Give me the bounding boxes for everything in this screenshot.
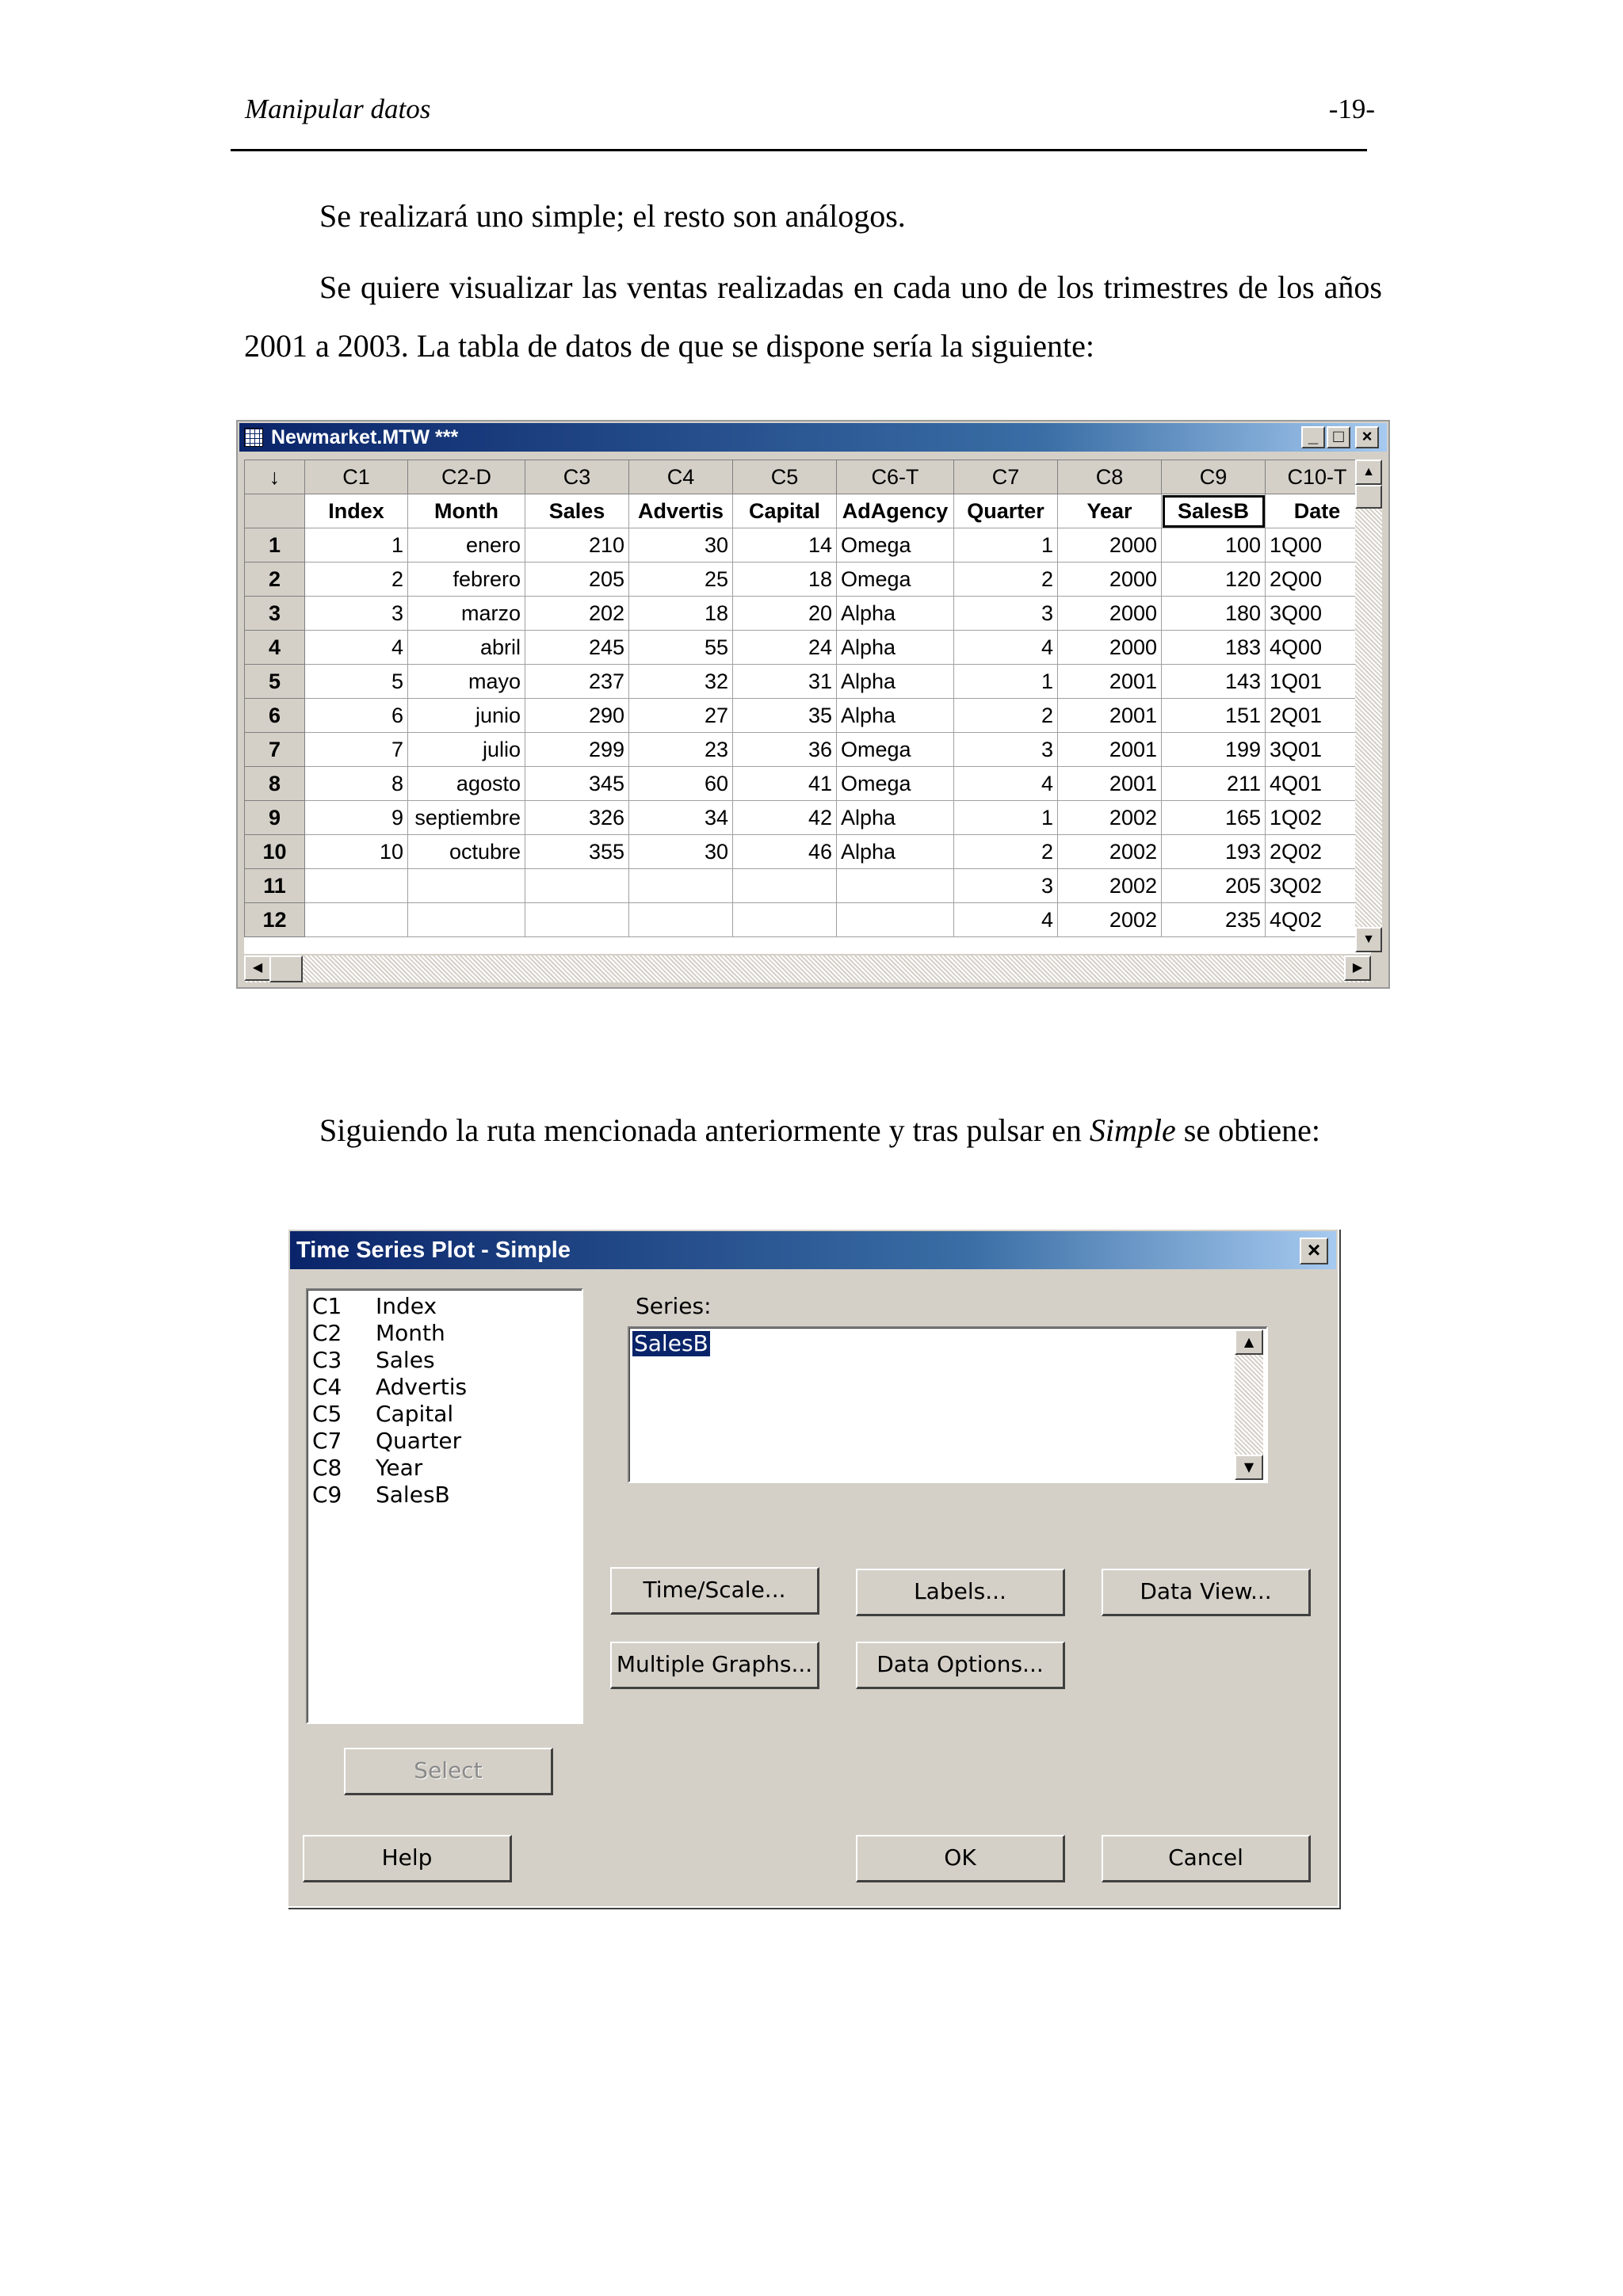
variable-item[interactable] [312,1347,577,1374]
table-row [245,699,1369,733]
table-cell[interactable] [305,869,408,903]
table-cell[interactable]: 2002 [1058,835,1162,869]
table-row [245,767,1369,801]
data-view-button[interactable]: Data View... [1102,1569,1311,1616]
variable-column: C1 [312,1293,342,1319]
variable-item[interactable] [312,1401,577,1428]
table-cell[interactable]: Alpha [837,631,954,665]
table-cell[interactable]: 4 [305,631,408,665]
cancel-button[interactable]: Cancel [1102,1835,1311,1882]
variable-column: C2 [312,1320,342,1346]
column-id[interactable]: C10-T [1266,460,1369,494]
scroll-down-arrow-icon[interactable]: ▼ [1355,927,1382,952]
column-name-row [245,494,1369,528]
table-cell[interactable]: 4Q02 [1266,903,1369,937]
column-name[interactable]: Quarter [954,494,1058,528]
table-cell[interactable]: 3Q00 [1266,597,1369,631]
series-scroll-up-icon[interactable]: ▲ [1235,1329,1263,1355]
column-name[interactable]: SalesB [1162,494,1266,528]
table-cell[interactable]: 180 [1162,597,1266,631]
series-scroll-down-icon[interactable]: ▼ [1235,1455,1263,1480]
table-cell[interactable]: Omega [837,733,954,767]
horizontal-scrollbar[interactable] [244,955,1371,982]
table-cell[interactable]: 5 [305,665,408,699]
table-cell[interactable]: abril [408,631,525,665]
table-cell[interactable]: 32 [629,665,733,699]
table-cell[interactable] [525,869,629,903]
row-number[interactable]: 8 [245,767,305,801]
running-title: Manipular datos [245,93,431,124]
variable-name: SalesB [376,1482,450,1508]
table-cell[interactable] [525,903,629,937]
row-number[interactable]: 4 [245,631,305,665]
variable-item[interactable] [312,1455,577,1482]
dialog-title: Time Series Plot - Simple [296,1238,571,1263]
multiple-graphs-button[interactable]: Multiple Graphs... [610,1642,819,1689]
variable-name: Capital [376,1401,454,1427]
table-cell[interactable]: 46 [733,835,837,869]
table-cell[interactable]: 2001 [1058,699,1162,733]
table-cell[interactable]: mayo [408,665,525,699]
variable-item[interactable] [312,1293,577,1320]
series-scrollbar[interactable] [1235,1329,1263,1480]
table-cell[interactable]: 2 [954,699,1058,733]
table-cell[interactable] [733,903,837,937]
table-cell[interactable]: septiembre [408,801,525,835]
table-cell[interactable]: 4 [954,767,1058,801]
paragraph-route-text: Siguiendo la ruta mencionada anteriormente y tras pulsar en [319,1112,1090,1148]
table-cell[interactable]: 2Q01 [1266,699,1369,733]
row-number[interactable]: 2 [245,563,305,597]
column-name[interactable]: Year [1058,494,1162,528]
page-header [231,93,1375,151]
table-cell[interactable]: 193 [1162,835,1266,869]
table-cell[interactable]: 2000 [1058,528,1162,563]
corner-blank [245,494,305,528]
table-cell[interactable] [837,903,954,937]
table-cell[interactable]: 7 [305,733,408,767]
table-cell[interactable] [629,903,733,937]
table-cell[interactable]: 18 [733,563,837,597]
series-label: Series: [636,1293,712,1319]
table-row [245,733,1369,767]
variable-item[interactable] [312,1374,577,1401]
column-id[interactable]: C6-T [837,460,954,494]
table-cell[interactable]: Omega [837,767,954,801]
table-cell[interactable]: 2Q00 [1266,563,1369,597]
row-number[interactable]: 9 [245,801,305,835]
table-cell[interactable]: 1Q02 [1266,801,1369,835]
table-cell[interactable]: 8 [305,767,408,801]
table-cell[interactable]: 23 [629,733,733,767]
column-id-row [245,460,1369,494]
table-row [245,903,1369,937]
table-cell[interactable]: 9 [305,801,408,835]
table-cell[interactable] [408,903,525,937]
variable-column: C4 [312,1374,342,1400]
table-cell[interactable]: 199 [1162,733,1266,767]
table-cell[interactable]: Alpha [837,665,954,699]
table-cell[interactable]: julio [408,733,525,767]
column-name[interactable]: Advertis [629,494,733,528]
table-cell[interactable]: Alpha [837,835,954,869]
maximize-button[interactable]: □ [1327,426,1350,448]
table-cell[interactable]: 2001 [1058,665,1162,699]
table-row [245,528,1369,563]
table-cell[interactable]: 211 [1162,767,1266,801]
variable-item[interactable] [312,1428,577,1455]
row-number[interactable]: 1 [245,528,305,563]
table-cell[interactable]: 100 [1162,528,1266,563]
variable-column: C7 [312,1428,342,1454]
table-cell[interactable]: 2 [954,835,1058,869]
table-cell[interactable]: 30 [629,835,733,869]
variable-column: C5 [312,1401,342,1427]
column-name[interactable]: Month [408,494,525,528]
variable-item[interactable] [312,1482,577,1508]
series-value[interactable]: SalesB [634,1330,708,1356]
table-cell[interactable]: 2Q02 [1266,835,1369,869]
column-id[interactable]: C1 [305,460,408,494]
column-id[interactable]: C3 [525,460,629,494]
table-cell[interactable] [305,903,408,937]
dialog-titlebar[interactable] [290,1231,1336,1269]
table-cell[interactable]: 27 [629,699,733,733]
table-cell[interactable]: 290 [525,699,629,733]
row-number[interactable]: 6 [245,699,305,733]
table-cell[interactable]: 20 [733,597,837,631]
table-cell[interactable]: 10 [305,835,408,869]
data-table [244,460,1369,937]
scroll-left-arrow-icon[interactable]: ◀ [244,955,271,981]
table-cell[interactable]: 18 [629,597,733,631]
table-cell[interactable]: 2000 [1058,597,1162,631]
help-button[interactable]: Help [303,1835,512,1882]
scroll-thumb[interactable] [1355,485,1382,509]
column-name[interactable]: Date [1266,494,1369,528]
dialog-close-button[interactable]: × [1300,1238,1328,1264]
table-cell[interactable]: 31 [733,665,837,699]
scroll-up-arrow-icon[interactable]: ▲ [1355,460,1382,485]
table-cell[interactable]: 205 [1162,869,1266,903]
table-cell[interactable]: 1 [954,665,1058,699]
table-cell[interactable]: 165 [1162,801,1266,835]
table-cell[interactable]: 210 [525,528,629,563]
table-cell[interactable]: 25 [629,563,733,597]
table-cell[interactable]: febrero [408,563,525,597]
select-button[interactable]: Select [344,1748,553,1795]
variable-name: Index [376,1293,437,1319]
ok-button[interactable]: OK [856,1835,1065,1882]
table-cell[interactable]: 345 [525,767,629,801]
table-cell[interactable]: 36 [733,733,837,767]
table-cell[interactable]: 4 [954,903,1058,937]
table-cell[interactable]: octubre [408,835,525,869]
table-cell[interactable]: 4 [954,631,1058,665]
table-row [245,835,1369,869]
worksheet-titlebar[interactable] [239,423,1387,452]
column-name[interactable]: Sales [525,494,629,528]
table-cell[interactable]: 2001 [1058,733,1162,767]
table-cell[interactable]: 235 [1162,903,1266,937]
table-cell[interactable]: enero [408,528,525,563]
row-number[interactable]: 10 [245,835,305,869]
variable-name: Sales [376,1347,435,1373]
variable-name: Quarter [376,1428,462,1454]
table-cell[interactable]: 2002 [1058,869,1162,903]
table-cell[interactable]: 3 [305,597,408,631]
labels-button[interactable]: Labels... [856,1569,1065,1616]
close-button[interactable]: × [1355,426,1379,448]
table-cell[interactable]: 205 [525,563,629,597]
table-cell[interactable]: 355 [525,835,629,869]
table-cell[interactable]: 60 [629,767,733,801]
scroll-thumb-horizontal[interactable] [269,955,303,982]
paragraph-description: Se quiere visualizar las ventas realizadas en cada uno de los trimestres de los años 2001 a 2003. La tabla de datos de que se dispone sería la siguiente: [244,269,1382,364]
row-number[interactable]: 11 [245,869,305,903]
scroll-right-arrow-icon[interactable]: ▶ [1344,955,1371,981]
table-cell[interactable]: 2000 [1058,631,1162,665]
variable-name: Year [376,1455,423,1481]
row-number[interactable]: 7 [245,733,305,767]
table-cell[interactable]: 120 [1162,563,1266,597]
worksheet-title: Newmarket.MTW *** [271,426,459,448]
table-cell[interactable]: Omega [837,528,954,563]
table-cell[interactable]: Alpha [837,597,954,631]
table-cell[interactable]: 14 [733,528,837,563]
table-cell[interactable]: 42 [733,801,837,835]
table-cell[interactable]: 30 [629,528,733,563]
table-cell[interactable]: 151 [1162,699,1266,733]
time-scale-button[interactable]: Time/Scale... [610,1567,819,1615]
variable-list[interactable] [306,1288,583,1724]
table-cell[interactable]: 3 [954,597,1058,631]
table-cell[interactable]: 1 [305,528,408,563]
table-cell[interactable]: 3Q02 [1266,869,1369,903]
table-cell[interactable]: 4Q00 [1266,631,1369,665]
column-name[interactable]: AdAgency [837,494,954,528]
table-cell[interactable]: 1Q01 [1266,665,1369,699]
table-cell[interactable] [733,869,837,903]
table-cell[interactable]: 237 [525,665,629,699]
table-cell[interactable]: Omega [837,563,954,597]
row-number[interactable]: 12 [245,903,305,937]
variable-column: C8 [312,1455,342,1481]
table-cell[interactable]: 55 [629,631,733,665]
table-cell[interactable] [629,869,733,903]
table-cell[interactable] [837,869,954,903]
paragraph-route-emphasis: Simple [1089,1112,1176,1148]
column-name[interactable]: Index [305,494,408,528]
table-cell[interactable]: junio [408,699,525,733]
table-row [245,869,1369,903]
table-cell[interactable]: 2 [954,563,1058,597]
table-cell[interactable]: 6 [305,699,408,733]
column-id[interactable]: C4 [629,460,733,494]
table-row [245,563,1369,597]
table-cell[interactable]: 326 [525,801,629,835]
paragraph-route [319,1101,1320,1160]
table-row [245,801,1369,835]
data-options-button[interactable]: Data Options... [856,1642,1065,1689]
variable-name: Advertis [376,1374,468,1400]
table-cell[interactable]: 2000 [1058,563,1162,597]
table-cell[interactable]: Alpha [837,801,954,835]
variable-item[interactable] [312,1320,577,1347]
page-number: -19- [1328,93,1375,124]
table-cell[interactable]: agosto [408,767,525,801]
corner-arrow-icon[interactable]: ↓ [245,460,305,494]
table-cell[interactable]: 2001 [1058,767,1162,801]
table-cell[interactable]: Alpha [837,699,954,733]
table-cell[interactable]: 3 [954,869,1058,903]
paragraph-route-text-end: se obtiene: [1175,1112,1320,1148]
table-row [245,665,1369,699]
series-input[interactable] [628,1326,1268,1483]
worksheet-grid-icon [244,428,263,447]
column-id[interactable]: C5 [733,460,837,494]
row-number[interactable]: 5 [245,665,305,699]
table-cell[interactable]: 35 [733,699,837,733]
table-cell[interactable]: 143 [1162,665,1266,699]
table-cell[interactable]: 4Q01 [1266,767,1369,801]
column-id[interactable]: C8 [1058,460,1162,494]
table-cell[interactable]: 183 [1162,631,1266,665]
table-cell[interactable]: 34 [629,801,733,835]
worksheet-window [236,420,1390,989]
column-id[interactable]: C9 [1162,460,1266,494]
table-row [245,597,1369,631]
table-cell[interactable] [408,869,525,903]
column-name[interactable]: Capital [733,494,837,528]
table-cell[interactable]: marzo [408,597,525,631]
table-cell[interactable]: 24 [733,631,837,665]
table-cell[interactable]: 2002 [1058,801,1162,835]
variable-name: Month [376,1320,445,1346]
table-cell[interactable]: 2 [305,563,408,597]
table-row [245,631,1369,665]
paragraph-intro: Se realizará uno simple; el resto son análogos. [319,198,906,234]
worksheet-grid [244,460,1371,954]
table-cell[interactable]: 41 [733,767,837,801]
table-cell[interactable]: 202 [525,597,629,631]
variable-column: C9 [312,1482,342,1508]
table-cell[interactable]: 245 [525,631,629,665]
time-series-dialog [287,1228,1339,1908]
column-id[interactable]: C7 [954,460,1058,494]
table-cell[interactable]: 1 [954,528,1058,563]
table-cell[interactable]: 3 [954,733,1058,767]
column-id[interactable]: C2-D [408,460,525,494]
table-cell[interactable]: 1 [954,801,1058,835]
row-number[interactable]: 3 [245,597,305,631]
variable-column: C3 [312,1347,342,1373]
table-cell[interactable]: 299 [525,733,629,767]
vertical-scrollbar[interactable] [1355,460,1382,952]
minimize-button[interactable]: _ [1301,426,1325,448]
table-cell[interactable]: 2002 [1058,903,1162,937]
table-cell[interactable]: 3Q01 [1266,733,1369,767]
table-cell[interactable]: 1Q00 [1266,528,1369,563]
